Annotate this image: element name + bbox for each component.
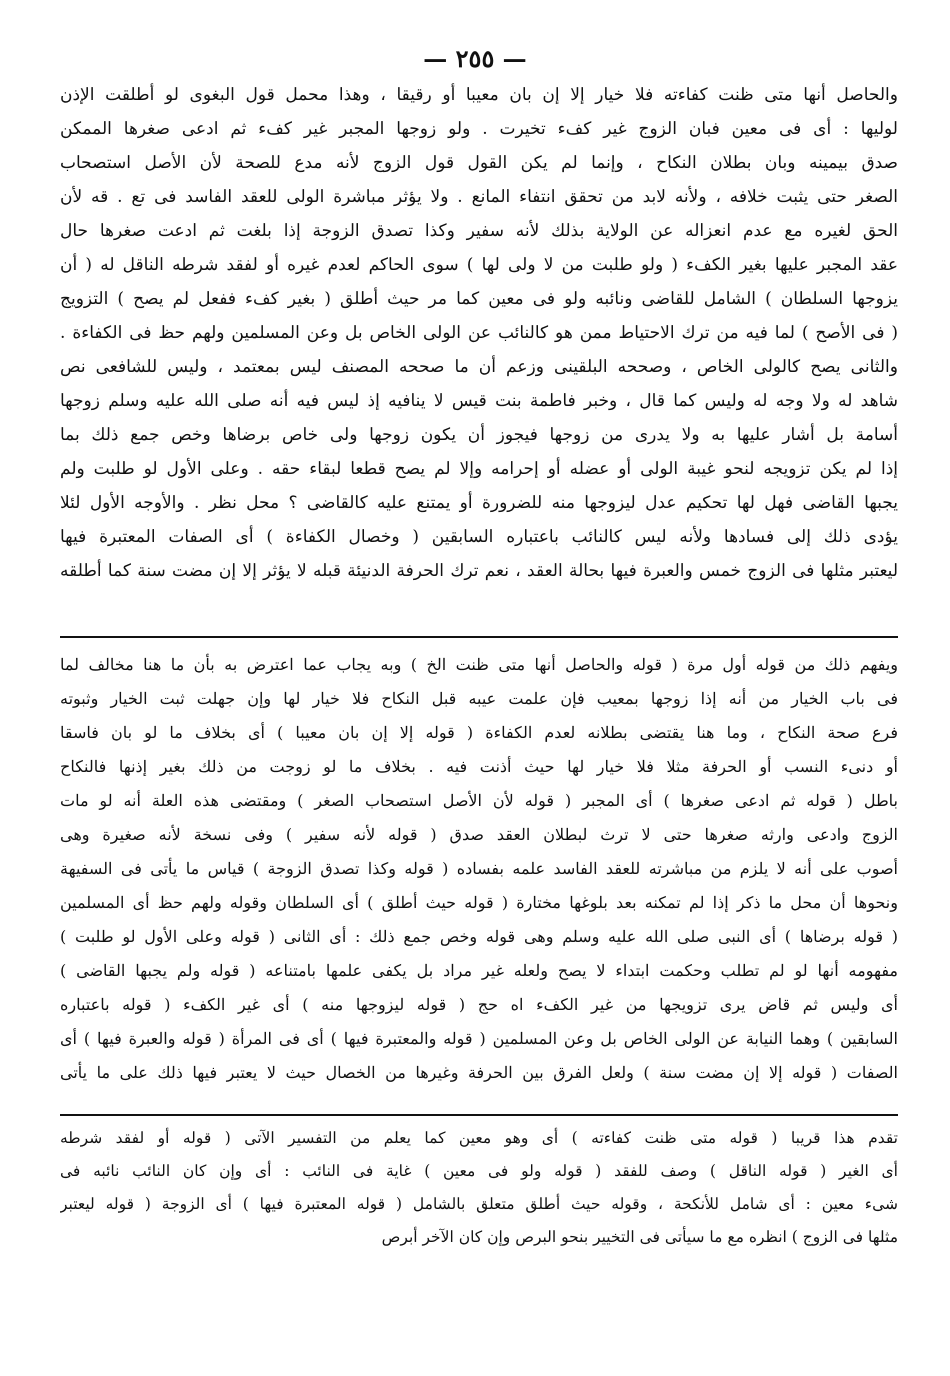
commentary-line: السابقين ) وهما النيابة عن الولى الخاص بل وعن المسلمين ( قوله والمعتبرة فيها ) أى فى المرأة ( قوله والعبرة فيها ) أى	[60, 1029, 898, 1048]
commentary-second	[60, 1122, 898, 1254]
main-text-line: ليعتبر مثلها فى الزوج خمس والعبرة فيها بحالة العقد ، نعم ترك الحرفة الدنيئة قبله لا يؤثر إلا إن مضت سنة كما أطلقه	[60, 561, 898, 581]
footnote-line: تقدم هذا قريبا ( قوله متى ظنت كفاءته ) أى وهو معين كما يعلم من التفسير الآتى ( قوله أو لفقد شرطه	[60, 1129, 898, 1147]
main-text-line: والثانى يصح كالولى الخاص ، وصححه البلقينى وزعم أن ما صححه المصنف ليس بمعتمد ، وليس للشافعى نص	[60, 357, 898, 377]
footnote-line: أى الغير ( قوله الناقل ) وصف للفقد ( قوله ولو فى معين ) غاية فى النائب : أى وإن كان النائب نائبه فى	[60, 1162, 898, 1180]
commentary-line: ( قوله برضاها ) أى النبى صلى الله عليه وسلم وهى قوله وخص جمع ذلك : أى الثانى ( قوله وعلى الأول لو طلبت )	[60, 927, 898, 946]
footnote-divider	[60, 1114, 898, 1116]
main-text-line: شاهد له ولا وجه له وليس كما قال ، وخبر فاطمة بنت قيس لا ينافيه إذ ليس فيه أنه صلى الله عليه وسلم زوجها	[60, 391, 898, 411]
main-text-line: لوليها : أى فى معين فبان الزوج غير كفء تخيرت . ولو زوجها المجبر غير كفء ثم ادعى صغرها الممكن	[60, 119, 898, 139]
main-text-line: والحاصل أنها متى ظنت كفاءته فلا خيار إلا إن بان معيبا أو رقيقا ، وهذا محمل قول البغوى لو أطلقت الإذن	[60, 85, 898, 105]
commentary-line: ونحوها أن محل ما ذكر إذا لم تمكنه بعد بلوغها مختارة ( قوله حيث أطلق ) أى السلطان وقوله ولهم حظ أى المسلمين	[60, 893, 898, 912]
commentary-line: ويفهم ذلك من قوله أول مرة ( قوله والحاصل أنها متى ظنت الخ ) وبه يجاب عما اعترض به بأن ما هنا مخالف لما	[60, 655, 898, 674]
footnote-line: شىء معين : أى شامل للأنكحة ، وقوله حيث أطلق متعلق بالشامل ( قوله المعتبرة فيها ) أى الزوجة ( قوله ليعتبر	[60, 1195, 898, 1213]
commentary-line: الزوج وادعى وارثه صغرها حتى لا ترث لبطلان العقد صدق ( قوله لأنه سفير ) وفى نسخة لأنه صغيرة وهى	[60, 825, 898, 844]
main-text-line: إذا لم يكن تزويجه لنحو غيبة الولى أو عضله أو إحرامه وإلا لم يصح قطعا لبقاء حقه . وعلى الأول لو طلبت ولم	[60, 459, 898, 479]
main-text	[60, 78, 898, 588]
main-text-line: الحق لغيره مع عدم انعزاله عن الولاية بذلك لأنه سفير وكذا تصدق الزوجة إذا بلغت ثم ادعت صغرها حال	[60, 221, 898, 241]
commentary-line: أى وليس ثم قاض يرى تزويجها من غير الكفء اه حج ( قوله ليزوجها منه ) أى غير الكفء ( قوله باعتباره	[60, 995, 898, 1014]
commentary-line: أصوب على أنه لا يلزم من مباشرته للعقد الفاسد علمه بفساده ( قوله وكذا تصدق الزوجة ) قياس ما يأتى فى السفيهة	[60, 859, 898, 878]
commentary-divider	[60, 636, 898, 638]
commentary-line: أو دنىء النسب أو الحرفة مثلا فلا خيار لها حيث أذنت فيه . بخلاف ما لو زوجت من ذلك بغير إذنها فالنكاح	[60, 757, 898, 776]
main-text-line: صدق بيمينه وبان بطلان النكاح ، وإنما لم يكن القول قول الزوج لأنه مدع للصحة لأن الأصل استصحاب	[60, 153, 898, 173]
main-text-line: أسامة بل أشار عليها به ولا يدرى من زوجها فيجوز أن يكون زوجها ولى خاص برضاها وخص جمع ذلك بما	[60, 425, 898, 445]
commentary-line: فرع صحة النكاح ، وما هنا يقتضى بطلانه لعدم الكفاءة ( قوله إلا إن بان معيبا ) أى بخلاف ما لو بان فاسقا	[60, 723, 898, 742]
main-text-line: يزوجها السلطان ) الشامل للقاضى ونائبه ولو فى معين كما مر حيث أطلق ( بغير كفء ففعل لم يصح ) التزويج	[60, 289, 898, 309]
main-text-line: يجبها القاضى فهل لها تحكيم عدل ليزوجها منه للضرورة أو يمتنع عليه كالقاضى ؟ محل نظر . والأوجه الأول لئلا	[60, 493, 898, 513]
commentary-first	[60, 648, 898, 1090]
commentary-line: مفهومه أنها لو لم تطلب وحكمت ابتداء لا يصح ولعله غير مراد بل يكفى علمها بامتناعه ( قوله ولم يجبها القاضى )	[60, 961, 898, 980]
main-text-line: ( فى الأصح ) لما فيه من ترك الاحتياط ممن هو كالنائب عن الولى الخاص بل وعن المسلمين ولهم حظ فى الكفاءة .	[60, 323, 898, 343]
page-number: — ٢٥٥ —	[423, 44, 527, 73]
main-text-line: عقد المجبر عليها بغير الكفء ( ولو طلبت من لا ولى لها ) سوى الحاكم لعدم غيره أو لفقد شرطه الناقل له ( أن	[60, 255, 898, 275]
commentary-line: باطل ( قوله ثم ادعى صغرها ) أى المجبر ( قوله لأن الأصل استصحاب الصغر ) ومقتضى هذه العلة أنه لو مات	[60, 791, 898, 810]
main-text-line: الصغر حتى يثبت خلافه ، ولأنه لابد من تحقق انتفاء المانع . ولا يؤثر مباشرة الولى للعقد الفاسد فى تع . قه لأن	[60, 187, 898, 207]
main-text-line: يؤدى ذلك إلى فسادها ولأنه ليس كالنائب باعتباره السابقين ( وخصال الكفاءة ) أى الصفات المعتبرة فيها	[60, 527, 898, 547]
commentary-line: الصفات ( قوله إلا إن مضت سنة ) ولعل الفرق بين الحرفة وغيرها من الخصال حيث لا يعتبر فيها ذلك على ما يأتى	[60, 1063, 898, 1082]
commentary-line: فى باب الخيار من أنه إذا زوجها بمعيب فإن علمت عيبه قبل النكاح فلا خيار لها وإن جهلت ثبت الخيار وثبوته	[60, 689, 898, 708]
footnote-line: مثلها فى الزوج ) انظره مع ما سيأتى فى التخيير بنحو البرص وإن كان الآخر أبرص	[381, 1228, 898, 1246]
